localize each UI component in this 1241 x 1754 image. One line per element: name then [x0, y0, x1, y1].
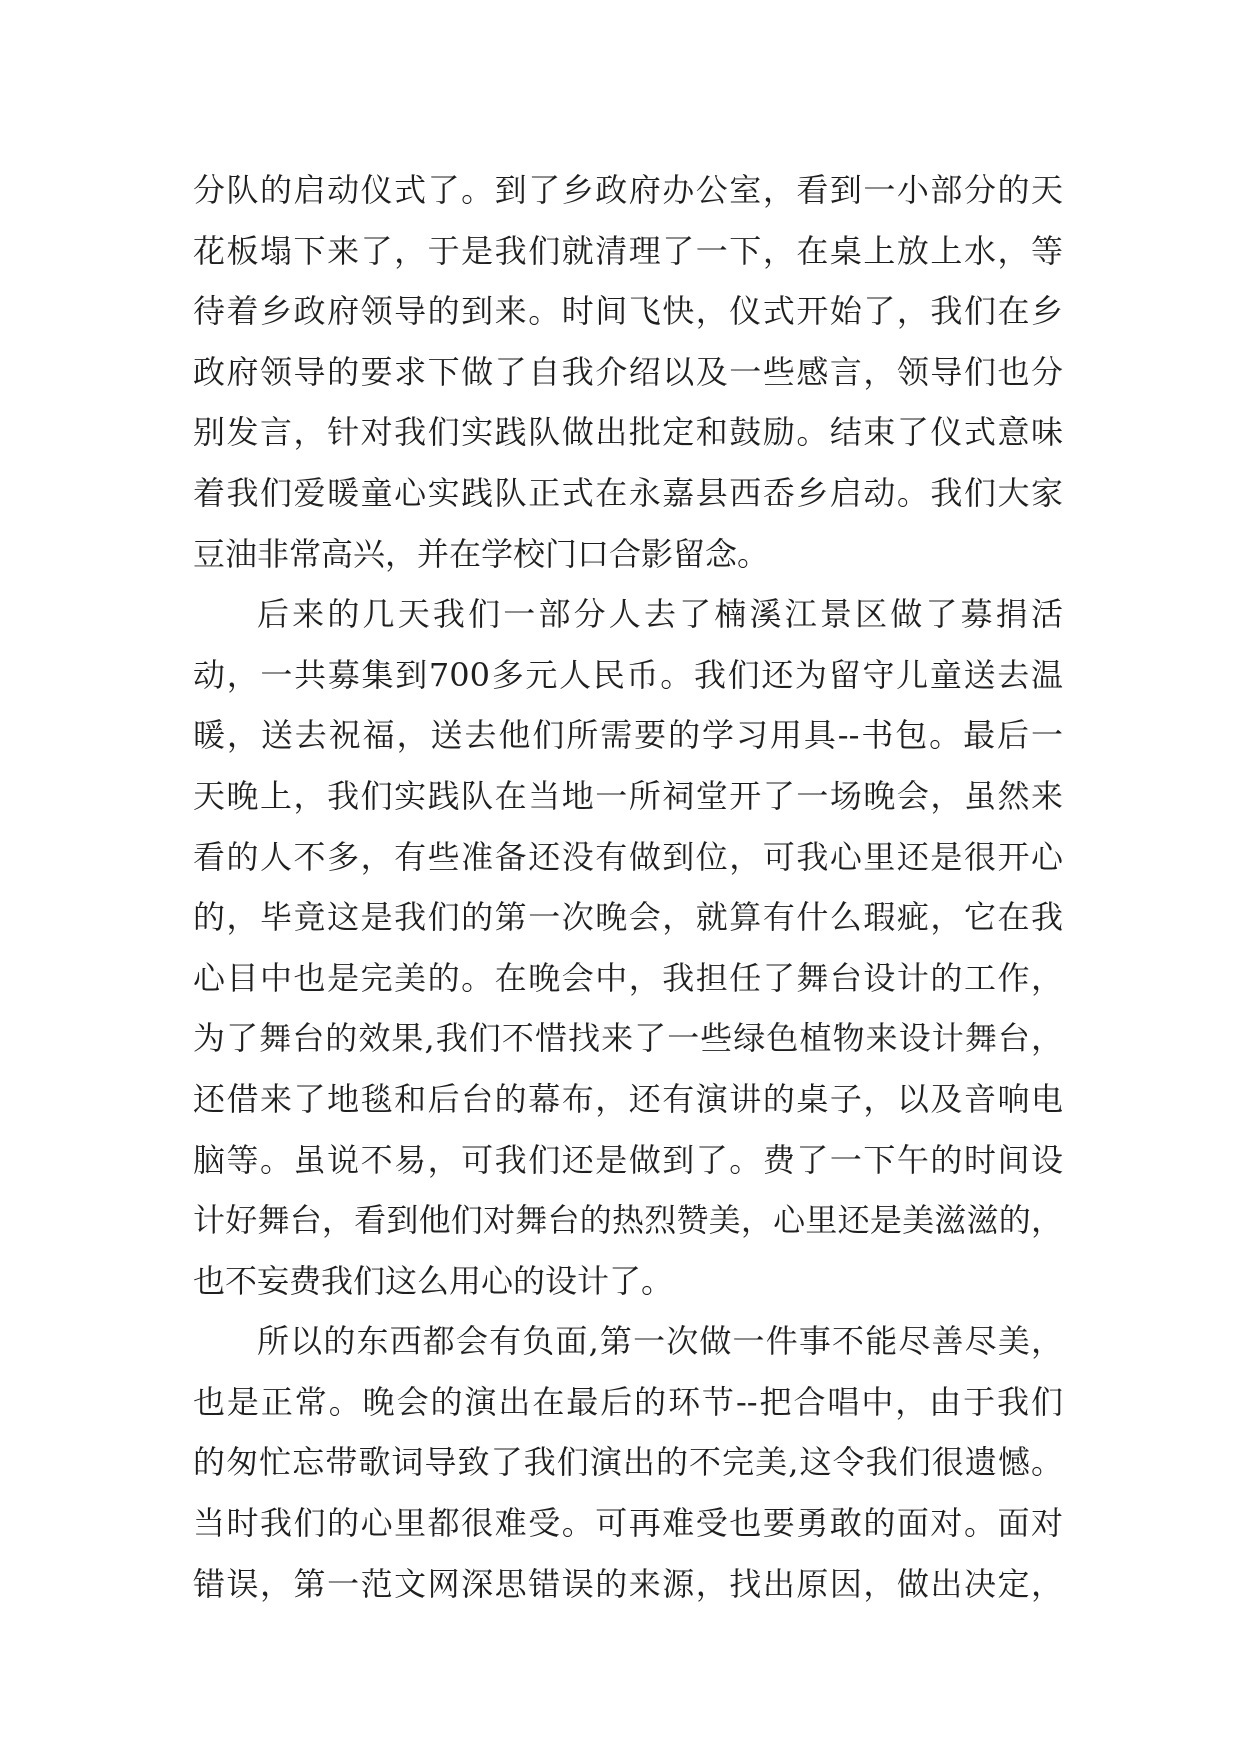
text-line: 也是正常。晚会的演出在最后的环节--把合唱中，由于我们	[193, 1382, 1063, 1421]
text-line: 的匆忙忘带歌词导致了我们演出的不完美,这令我们很遗憾。	[193, 1443, 1063, 1482]
text-line: 待着乡政府领导的到来。时间飞快，仪式开始了，我们在乡	[193, 292, 1063, 331]
text-line: 别发言，针对我们实践队做出批定和鼓励。结束了仪式意味	[193, 413, 1063, 452]
text-line: 动，一共募集到700多元人民币。我们还为留守儿童送去温	[193, 655, 1063, 694]
text-line: 豆油非常高兴，并在学校门口合影留念。	[193, 534, 770, 573]
text-line: 政府领导的要求下做了自我介绍以及一些感言，领导们也分	[193, 352, 1063, 391]
text-line: 着我们爱暖童心实践队正式在永嘉县西岙乡启动。我们大家	[193, 473, 1063, 512]
text-line: 花板塌下来了，于是我们就清理了一下，在桌上放上水，等	[193, 231, 1063, 270]
text-line: 还借来了地毯和后台的幕布，还有演讲的桌子，以及音响电	[193, 1079, 1063, 1118]
text-line: 暖，送去祝福，送去他们所需要的学习用具--书包。最后一	[193, 716, 1063, 755]
text-line: 天晚上，我们实践队在当地一所祠堂开了一场晚会，虽然来	[193, 776, 1063, 815]
text-line: 当时我们的心里都很难受。可再难受也要勇敢的面对。面对	[193, 1504, 1063, 1543]
text-line: 看的人不多，有些准备还没有做到位，可我心里还是很开心	[193, 837, 1063, 876]
body-text	[193, 160, 1063, 1614]
text-line-paragraph-start: 后来的几天我们一部分人去了楠溪江景区做了募捐活	[257, 595, 1063, 634]
text-line: 也不妄费我们这么用心的设计了。	[193, 1261, 674, 1300]
text-line: 分队的启动仪式了。到了乡政府办公室，看到一小部分的天	[193, 171, 1063, 209]
text-line: 心目中也是完美的。在晚会中，我担任了舞台设计的工作，	[193, 958, 1063, 997]
text-line: 的，毕竟这是我们的第一次晚会，就算有什么瑕疵，它在我	[193, 898, 1063, 937]
text-line-paragraph-start: 所以的东西都会有负面,第一次做一件事不能尽善尽美，	[257, 1322, 1063, 1361]
text-line: 错误，第一范文网深思错误的来源，找出原因，做出决定，	[193, 1564, 1063, 1603]
text-line: 为了舞台的效果,我们不惜找来了一些绿色植物来设计舞台，	[193, 1019, 1063, 1058]
text-line: 脑等。虽说不易，可我们还是做到了。费了一下午的时间设	[193, 1140, 1063, 1179]
text-line: 计好舞台，看到他们对舞台的热烈赞美，心里还是美滋滋的，	[193, 1201, 1063, 1240]
